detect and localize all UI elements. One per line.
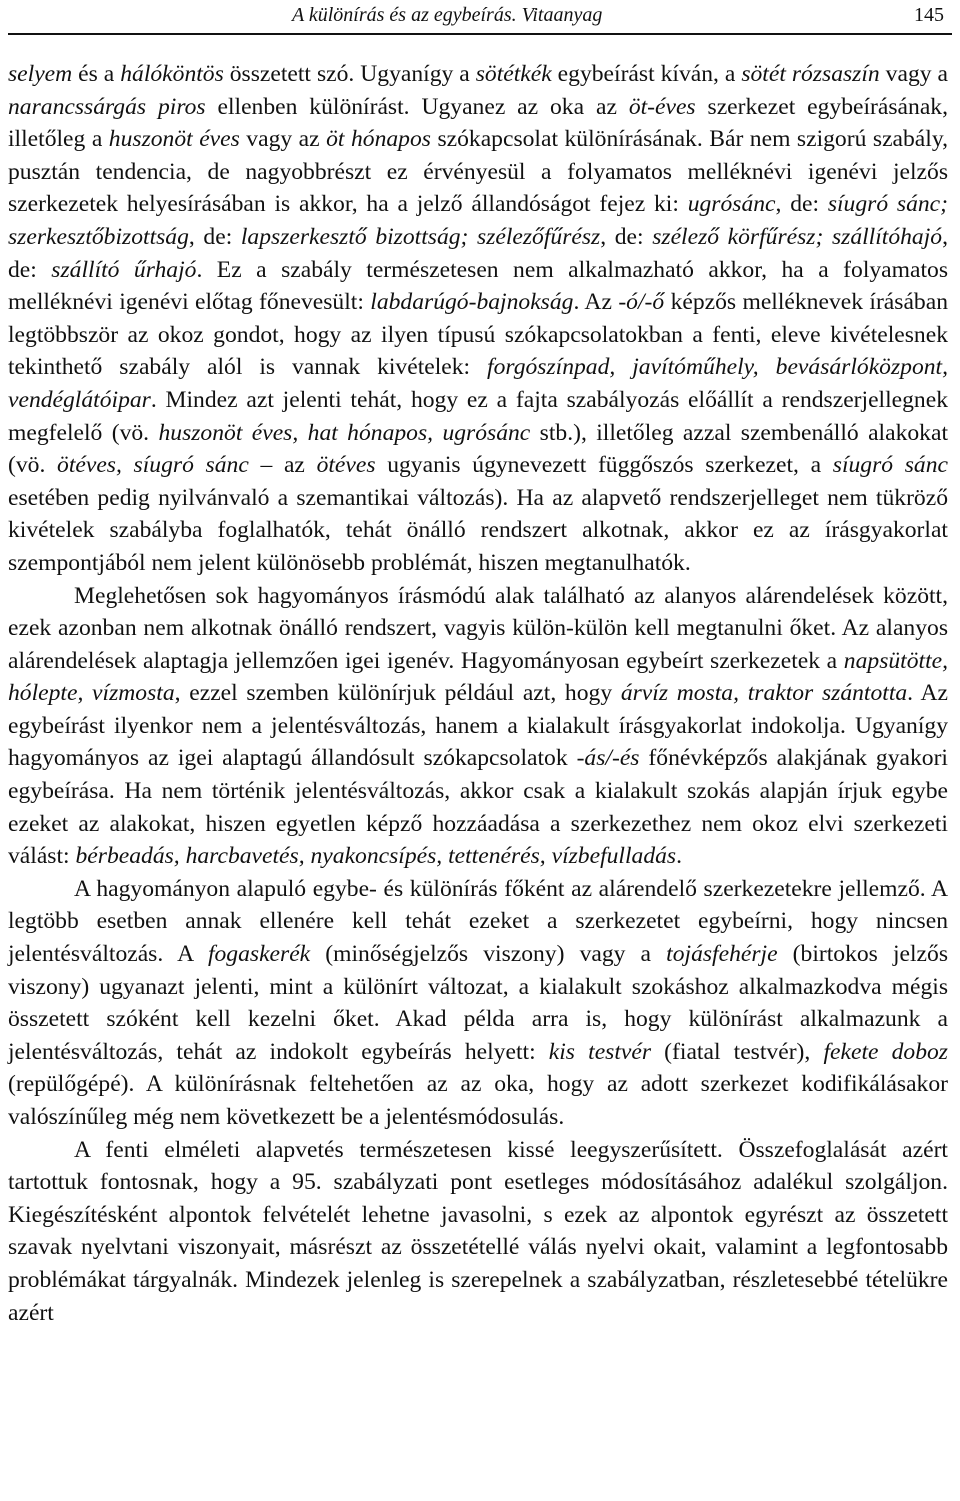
italic-example: árvíz mosta, traktor szántotta xyxy=(620,680,908,707)
italic-example: öt hónapos xyxy=(326,126,431,153)
italic-example: forgószínpad, javítóműhely, bevásárlóközpont, vendéglátóipar xyxy=(8,354,948,413)
italic-example: hálóköntös xyxy=(120,61,224,87)
italic-example: síugró sánc; szerkesztőbizottság xyxy=(8,191,949,250)
text-run: Meglehetősen sok hagyományos írásmódú alak található az alanyos alárendelések között, ezek azonban nem alkotnak önálló rendszert, vagyis külön-külön kell megtanulni őket. Az alanyos alárendelések alaptagja jellemzően igei igenév. Hagyományosan egybeírt szerkezetek a xyxy=(8,582,948,674)
italic-example: -ó/-ő xyxy=(618,289,665,316)
text-run: . Ez a szabály természetesen nem alkalmazható akkor, ha a folyamatos melléknévi igenévi előtag főnevesült: xyxy=(8,256,948,316)
text-run: főnévképzős alakjának gyakori egybeírása. Ha nem történik jelentésváltozás, akkor csak a kialakult szokás alapján írjuk egybe ezeket az alakokat, hiszen egyetlen képző hozzáadása a szerkezethez nem okoz elvi szerkezeti válást: xyxy=(8,745,948,870)
italic-example: sötét rózsaszín xyxy=(741,61,880,87)
italic-example: ötéves xyxy=(316,452,376,479)
text-run: (repülőgépé). A különírásnak feltehetően az az oka, hogy az adott szerkezet kodifikálásakor valószínűleg még nem következett be a jelentésmódosulás. xyxy=(8,1071,948,1130)
text-run: , de: xyxy=(8,223,948,283)
text-run: stb.), illetőleg azzal szembenálló alakokat (vö. xyxy=(8,419,948,479)
text-run: esetében pedig nyilvánvaló a szemantikai változás). Ha az alapvető rendszerjelleget nem tükröző kivételek szabályba foglalhatók, tehát önálló rendszert alkotnak, akkor ez az írásgyakorlat szempontjából nem jelent különösebb problémát, hiszen megtanulhatók. xyxy=(8,484,948,576)
italic-example: huszonöt éves, hat hónapos, ugrósánc xyxy=(158,419,531,446)
italic-example: kis testvér xyxy=(548,1038,652,1065)
text-run: , de: xyxy=(188,223,241,250)
text-run: képzős melléknevek írásában legtöbbször az okoz gondot, hogy az ilyen típusú szókapcsolatokban a fenti, eleve kivételesnek tekinthető szabály alól is vannak kivételek: xyxy=(8,289,948,381)
text-run: vagy a xyxy=(879,61,948,87)
paragraph xyxy=(8,580,948,873)
paragraph xyxy=(8,873,948,1134)
text-run: és a xyxy=(72,61,121,87)
text-run: – az xyxy=(248,452,317,479)
text-run: A fenti elméleti alapvetés természetesen kissé leegyszerűsített. Összefoglalását azért tartottuk fontosnak, hogy a 95. szabályzati pont esetleges módosításához adalékul szolgáljon. Kiegészítésként alpontok felvételét lehetne javasolni, s ezek az alpontok egyrészt az összetett szavak nyelvtani viszonyait, másrészt az összetétellé válás nyelvi okait, valamint a legfontosabb problémákat tárgyalnák. Mindezek jelenleg is szerepelnek a szabályzatban, részletesebbé tételükre azért xyxy=(8,1136,948,1326)
text-run: szókapcsolat különírásának. Bár nem szigorú szabály, pusztán tendencia, de nagyobbrészt ez érvényesül a folyamatos melléknévi igenévi jelzős szerkezetek helyesírásában is akkor, ha a jelző állandóságot fejez ki: xyxy=(8,126,948,218)
italic-example: labdarúgó-bajnokság xyxy=(370,289,574,316)
italic-example: ötéves, síugró sánc xyxy=(57,452,249,479)
italic-example: fekete doboz xyxy=(823,1038,948,1065)
text-run: . Az egybeírást ilyenkor nem a jelentésváltozás, hanem a kialakult írásgyakorlat indokolja. Ugyanígy hagyományos az igei alaptagú állandósult szókapcsolatok xyxy=(8,680,948,772)
text-run: , de: xyxy=(775,191,828,218)
text-run: vagy az xyxy=(239,126,327,153)
italic-example: síugró sánc xyxy=(832,452,948,479)
italic-example: lapszerkesztő bizottság; szélezőfűrész xyxy=(240,223,601,250)
text-run: (minőségjelzős viszony) vagy a xyxy=(310,941,667,968)
paragraph xyxy=(8,58,948,580)
text-run: egybeírást kíván, a xyxy=(551,61,742,87)
text-run: . Mindez azt jelenti tehát, hogy ez a fajta szabályozás előállít a rendszerjellegnek megfelelő (vö. xyxy=(8,386,948,446)
italic-example: napsütötte, hólepte, vízmosta xyxy=(8,647,948,707)
header-rule xyxy=(8,33,952,35)
italic-example: -ás/-és xyxy=(576,745,640,772)
italic-example: selyem xyxy=(8,61,73,87)
italic-example: ugrósánc xyxy=(687,191,776,218)
text-run: szerkezet egybeírásának, illetőleg a xyxy=(8,93,948,153)
text-run: A hagyományon alapuló egybe- és különírás főként az alárendelő szerkezetekre jellemző. A legtöbb esetben annak ellenére kell tehát ezeket a szerkezetet egybeírni, hogy nincsen jelentésváltozás. A xyxy=(8,875,948,968)
page-body xyxy=(8,58,948,1329)
text-run: , de: xyxy=(600,223,653,250)
text-run: összetett szó. Ugyanígy a xyxy=(223,61,476,87)
italic-example: öt-éves xyxy=(628,93,696,120)
italic-example: szélező körfűrész; szállítóhajó xyxy=(652,223,943,250)
italic-example: tojásfehérje xyxy=(666,941,778,968)
text-run: . xyxy=(676,843,683,870)
italic-example: szállító űrhajó xyxy=(51,256,197,283)
italic-example: fogaskerék xyxy=(207,941,311,968)
text-run: (fiatal testvér), xyxy=(651,1038,824,1065)
text-run: ellenben különírást. Ugyanez az oka az xyxy=(205,93,629,120)
italic-example: narancssárgás piros xyxy=(8,93,206,120)
paragraph xyxy=(8,1134,948,1330)
page-number: 145 xyxy=(914,4,944,26)
text-run: ugyanis úgynevezett függőszós szerkezet, a xyxy=(375,452,833,479)
text-run: . Az xyxy=(573,289,619,316)
italic-example: bérbeadás, harcbavetés, nyakoncsípés, tettenérés, vízbefulladás xyxy=(75,843,677,870)
italic-example: sötétkék xyxy=(475,61,552,87)
running-title: A különírás és az egybeírás. Vitaanyag xyxy=(292,4,603,26)
running-header xyxy=(8,0,952,38)
text-run: , ezzel szemben különírjuk például azt, hogy xyxy=(174,680,621,707)
text-run: (birtokos jelzős viszony) ugyanazt jelenti, mint a különírt változat, a kialakult szokáshoz alkalmazkodva mégis összetett szóként kell kezelni őket. Akad példa arra is, hogy különírást alkalmazunk a jelentésváltozás, tehát az indokolt egybeírás helyett: xyxy=(8,941,949,1065)
italic-example: huszonöt éves xyxy=(108,126,240,153)
